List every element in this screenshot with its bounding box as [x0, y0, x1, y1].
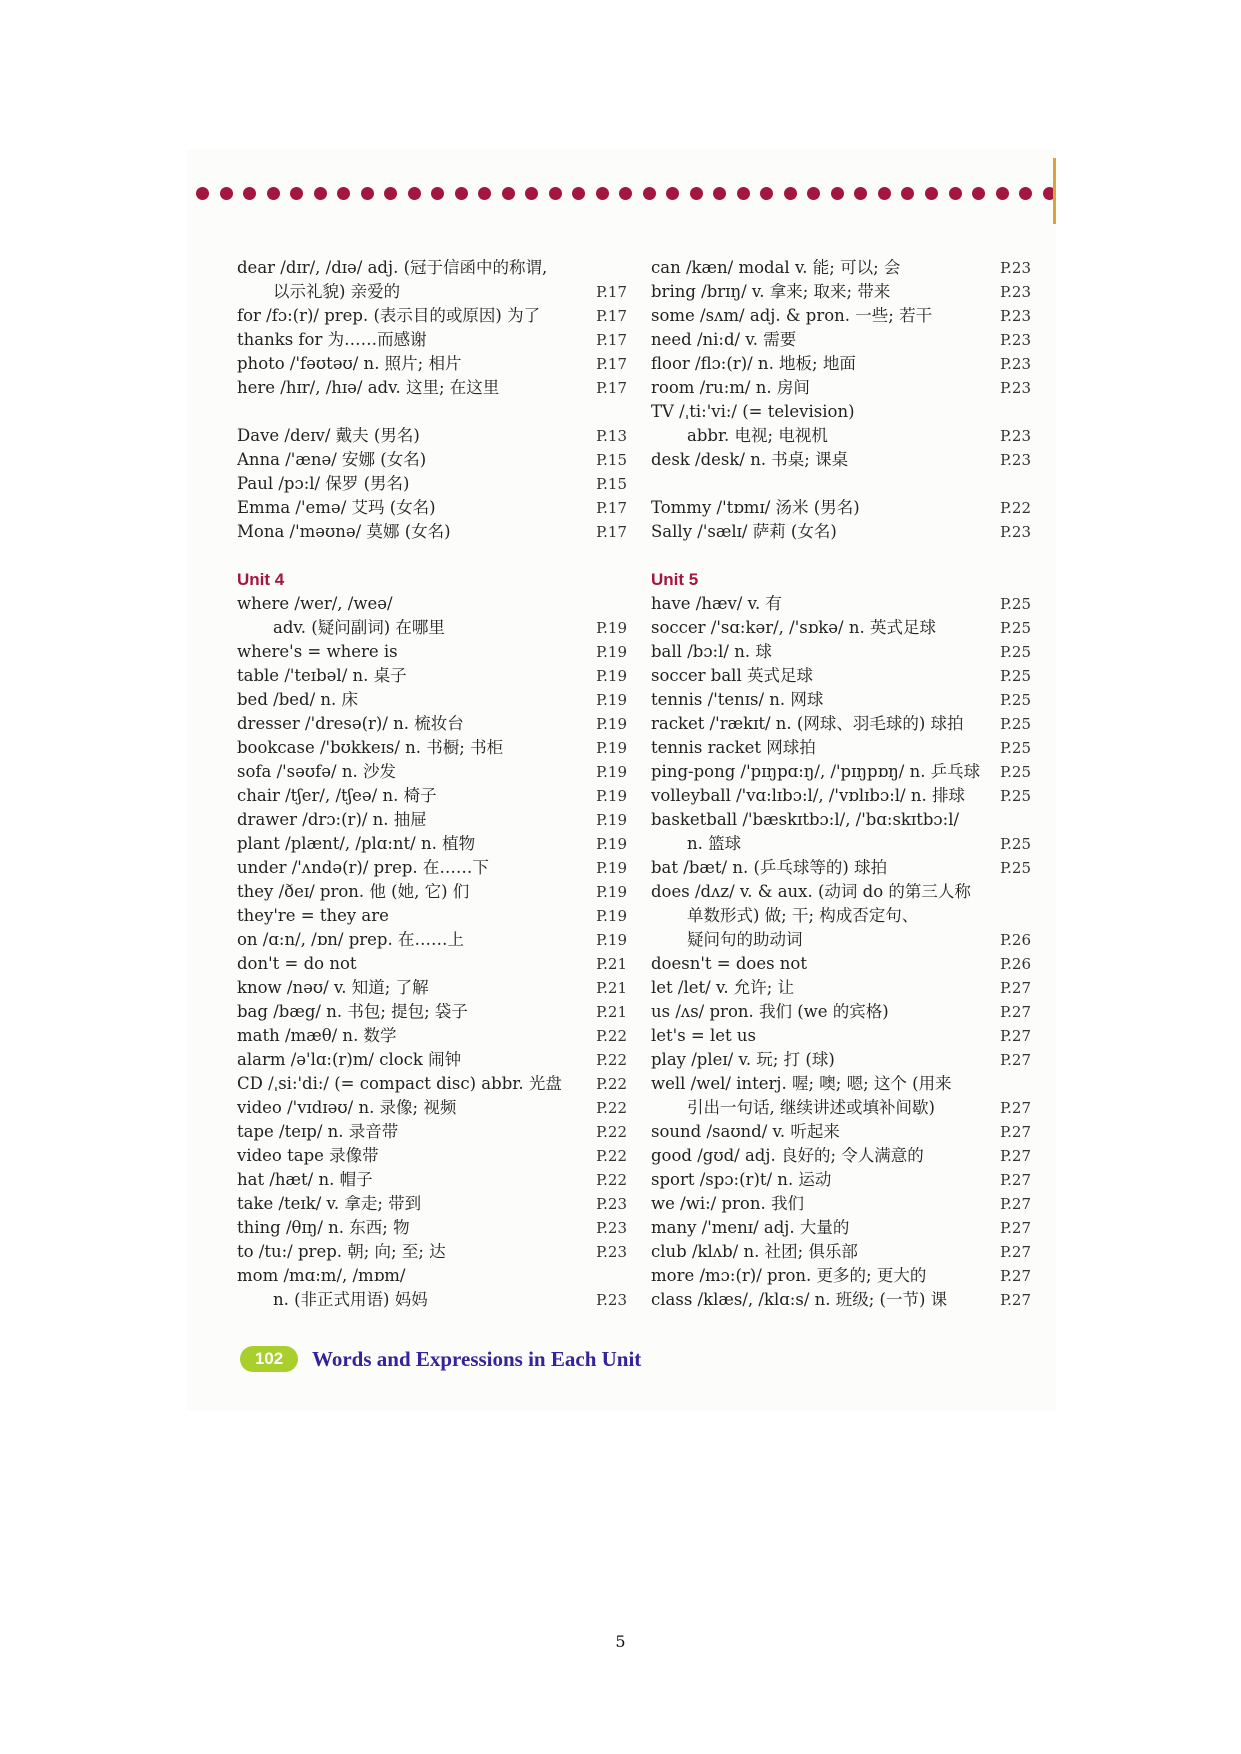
vocab-entry-page-ref: P.19 — [596, 811, 627, 829]
vocab-entry-page-ref: P.27 — [1000, 1123, 1031, 1141]
vocab-entry-text: chair /tʃer/, /tʃeə/ n. 椅子 — [237, 786, 437, 805]
vocab-entry-page-ref: P.22 — [596, 1099, 627, 1117]
vocab-entry-page-ref: P.17 — [596, 499, 627, 517]
unit-heading-text: Unit 4 — [237, 570, 285, 589]
vocab-entry-text: basketball /'bæskɪtbɔ:l/, /'bɑ:skɪtbɔ:l/ — [651, 810, 960, 829]
vocab-entry-page-ref: P.19 — [596, 691, 627, 709]
vocab-entry-page-ref: P.23 — [596, 1195, 627, 1213]
vocab-entry — [651, 640, 1031, 664]
decorative-dot — [760, 187, 773, 200]
decorative-dot — [619, 187, 632, 200]
vocab-entry-page-ref: P.17 — [596, 379, 627, 397]
vocab-entry-text: class /klæs/, /klɑ:s/ n. 班级; (一节) 课 — [651, 1290, 948, 1309]
vocab-entry — [237, 352, 627, 376]
vocab-entry-page-ref: P.27 — [1000, 1243, 1031, 1261]
decorative-dot — [996, 187, 1009, 200]
vocab-entry-text: sound /saʊnd/ v. 听起来 — [651, 1122, 840, 1141]
decorative-dot — [314, 187, 327, 200]
vocab-entry — [651, 1048, 1031, 1072]
vocab-entry-text: ball /bɔ:l/ n. 球 — [651, 642, 772, 661]
decorative-dot — [854, 187, 867, 200]
spacer — [651, 544, 1031, 568]
decorative-dot — [455, 187, 468, 200]
vocab-entry-page-ref: P.27 — [1000, 1003, 1031, 1021]
vocab-entry — [237, 304, 627, 328]
vocab-entry-text: soccer ball 英式足球 — [651, 666, 813, 685]
vocab-entry-text: math /mæθ/ n. 数学 — [237, 1026, 397, 1045]
vocab-entry-page-ref: P.21 — [596, 979, 627, 997]
vocab-entry-text: some /sʌm/ adj. & pron. 一些; 若干 — [651, 306, 933, 325]
vocab-entry — [651, 880, 1031, 904]
vocab-entry-text: know /nəʊ/ v. 知道; 了解 — [237, 978, 429, 997]
vocab-entry-text: mom /mɑ:m/, /mɒm/ — [237, 1266, 406, 1285]
page-edge-stripe — [1053, 158, 1056, 224]
vocab-entry-page-ref: P.23 — [1000, 451, 1031, 469]
vocab-entry-page-ref: P.26 — [1000, 931, 1031, 949]
decorative-dot — [408, 187, 421, 200]
spacer — [237, 400, 627, 424]
vocab-entry-text: let /let/ v. 允许; 让 — [651, 978, 795, 997]
vocab-entry-text: can /kæn/ modal v. 能; 可以; 会 — [651, 258, 901, 277]
vocab-entry — [651, 688, 1031, 712]
vocab-entry — [237, 496, 627, 520]
vocab-entry-text: 引出一句话, 继续讲述或填补间歇) — [687, 1098, 935, 1117]
vocab-entry-page-ref: P.25 — [1000, 787, 1031, 805]
vocab-entry — [237, 592, 627, 616]
vocab-entry — [237, 1144, 627, 1168]
page-number: 5 — [615, 1632, 626, 1651]
vocab-entry-text: 单数形式) 做; 干; 构成否定句、 — [687, 906, 919, 925]
vocab-entry — [651, 1096, 1031, 1120]
vocab-entry — [237, 1120, 627, 1144]
vocab-entry — [237, 256, 627, 280]
vocab-entry — [651, 1120, 1031, 1144]
vocab-entry-text: sofa /'səʊfə/ n. 沙发 — [237, 762, 396, 781]
decorative-dot — [525, 187, 538, 200]
vocab-entry-text: Paul /pɔ:l/ 保罗 (男名) — [237, 474, 410, 493]
vocab-entry-text: bag /bæg/ n. 书包; 提包; 袋子 — [237, 1002, 468, 1021]
vocab-entry-text: hat /hæt/ n. 帽子 — [237, 1170, 373, 1189]
vocab-entry — [237, 1048, 627, 1072]
vocab-entry-page-ref: P.21 — [596, 955, 627, 973]
vocab-entry-page-ref: P.26 — [1000, 955, 1031, 973]
decorative-dot — [196, 187, 209, 200]
vocab-entry — [237, 472, 627, 496]
vocab-entry-text: TV /ˌti:'vi:/ (= television) — [651, 402, 855, 421]
vocab-entry-text: Anna /'ænə/ 安娜 (女名) — [237, 450, 427, 469]
vocab-entry — [651, 1240, 1031, 1264]
vocab-entry — [651, 1192, 1031, 1216]
decorative-dot — [502, 187, 515, 200]
vocab-entry — [237, 1072, 627, 1096]
vocab-entry-text: tennis racket 网球拍 — [651, 738, 816, 757]
vocab-entry — [237, 952, 627, 976]
vocab-entry-text: where's = where is — [237, 642, 398, 661]
decorative-dot — [337, 187, 350, 200]
vocab-entry-page-ref: P.23 — [1000, 283, 1031, 301]
vocab-entry-page-ref: P.17 — [596, 331, 627, 349]
vocab-entry-text: have /hæv/ v. 有 — [651, 594, 782, 613]
vocab-entry-text: desk /desk/ n. 书桌; 课桌 — [651, 450, 849, 469]
decorative-dot — [925, 187, 938, 200]
vocab-entry — [651, 1264, 1031, 1288]
vocab-entry-text: on /ɑ:n/, /ɒn/ prep. 在……上 — [237, 930, 464, 949]
vocab-column-left — [237, 256, 627, 1312]
vocab-entry-text: bring /brɪŋ/ v. 拿来; 取来; 带来 — [651, 282, 891, 301]
vocab-entry-page-ref: P.19 — [596, 667, 627, 685]
vocab-entry — [237, 784, 627, 808]
vocab-entry-page-ref: P.25 — [1000, 643, 1031, 661]
vocab-entry-text: ping-pong /'pɪŋpɑ:ŋ/, /'pɪŋpɒŋ/ n. 乒乓球 — [651, 762, 981, 781]
vocab-entry-text: tennis /'tenɪs/ n. 网球 — [651, 690, 824, 709]
vocab-entry — [651, 592, 1031, 616]
vocab-entry-page-ref: P.23 — [1000, 307, 1031, 325]
vocab-entry-text: tape /teɪp/ n. 录音带 — [237, 1122, 399, 1141]
vocab-entry — [651, 856, 1031, 880]
vocab-entry — [237, 928, 627, 952]
vocab-entry-text: club /klʌb/ n. 社团; 俱乐部 — [651, 1242, 858, 1261]
vocab-entry-page-ref: P.17 — [596, 307, 627, 325]
vocab-entry-text: racket /'rækɪt/ n. (网球、羽毛球的) 球拍 — [651, 714, 964, 733]
vocab-entry-page-ref: P.19 — [596, 619, 627, 637]
vocab-entry — [237, 1024, 627, 1048]
vocab-entry-text: thing /θɪŋ/ n. 东西; 物 — [237, 1218, 410, 1237]
vocab-entry — [237, 616, 627, 640]
decorative-dot — [949, 187, 962, 200]
vocab-entry-text: more /mɔ:(r)/ pron. 更多的; 更大的 — [651, 1266, 927, 1285]
vocab-entry — [651, 952, 1031, 976]
vocab-entry-page-ref: P.17 — [596, 355, 627, 373]
vocab-entry-page-ref: P.22 — [596, 1171, 627, 1189]
vocab-entry-text: us /ʌs/ pron. 我们 (we 的宾格) — [651, 1002, 889, 1021]
unit-heading — [651, 568, 1031, 592]
decorative-dot — [572, 187, 585, 200]
vocab-entry-text: thanks for 为……而感谢 — [237, 330, 427, 349]
vocab-entry — [651, 496, 1031, 520]
vocab-entry-page-ref: P.19 — [596, 907, 627, 925]
vocab-entry — [237, 808, 627, 832]
decorative-dot — [384, 187, 397, 200]
vocab-entry-page-ref: P.23 — [596, 1291, 627, 1309]
vocab-entry-page-ref: P.15 — [596, 451, 627, 469]
vocab-entry — [237, 424, 627, 448]
vocab-entry-page-ref: P.23 — [1000, 355, 1031, 373]
page-badge: 102 — [240, 1346, 298, 1372]
vocab-entry-text: they /ðeɪ/ pron. 他 (她, 它) 们 — [237, 882, 470, 901]
vocab-entry-page-ref: P.27 — [1000, 1171, 1031, 1189]
vocab-entry — [237, 712, 627, 736]
vocab-entry-page-ref: P.19 — [596, 787, 627, 805]
vocab-entry-page-ref: P.22 — [596, 1051, 627, 1069]
vocab-entry-page-ref: P.23 — [1000, 331, 1031, 349]
vocab-entry-text: Tommy /'tɒmɪ/ 汤米 (男名) — [651, 498, 860, 517]
vocab-entry — [651, 1072, 1031, 1096]
vocab-entry — [237, 1216, 627, 1240]
vocab-entry-text: 疑问句的助动词 — [687, 930, 803, 949]
decorative-dot — [784, 187, 797, 200]
vocab-entry-page-ref: P.22 — [596, 1123, 627, 1141]
spacer — [237, 544, 627, 568]
vocab-entry-text: we /wi:/ pron. 我们 — [651, 1194, 804, 1213]
decorative-dot — [431, 187, 444, 200]
decorative-dot — [690, 187, 703, 200]
vocab-entry-text: many /'menɪ/ adj. 大量的 — [651, 1218, 850, 1237]
vocab-entry-page-ref: P.27 — [1000, 1291, 1031, 1309]
vocab-entry-page-ref: P.27 — [1000, 1051, 1031, 1069]
vocab-entry — [651, 784, 1031, 808]
decorative-dot — [713, 187, 726, 200]
vocab-entry — [651, 712, 1031, 736]
vocab-entry-text: to /tu:/ prep. 朝; 向; 至; 达 — [237, 1242, 446, 1261]
vocab-entry — [237, 448, 627, 472]
vocab-entry-text: under /'ʌndə(r)/ prep. 在……下 — [237, 858, 489, 877]
vocab-entry-page-ref: P.22 — [596, 1027, 627, 1045]
decorative-dot — [549, 187, 562, 200]
vocab-entry — [237, 736, 627, 760]
vocab-entry — [651, 256, 1031, 280]
vocab-entry-page-ref: P.19 — [596, 739, 627, 757]
decorative-dot — [267, 187, 280, 200]
vocab-entry-text: here /hɪr/, /hɪə/ adv. 这里; 在这里 — [237, 378, 500, 397]
vocab-entry-page-ref: P.27 — [1000, 1099, 1031, 1117]
vocab-entry-text: bat /bæt/ n. (乒乓球等的) 球拍 — [651, 858, 888, 877]
vocab-entry-page-ref: P.27 — [1000, 1027, 1031, 1045]
vocab-entry-text: bookcase /'bʊkkeɪs/ n. 书橱; 书柜 — [237, 738, 504, 757]
vocab-entry — [651, 1000, 1031, 1024]
decorative-dot — [831, 187, 844, 200]
vocab-entry — [237, 760, 627, 784]
vocab-entry-text: don't = do not — [237, 954, 357, 973]
vocab-entry-page-ref: P.19 — [596, 763, 627, 781]
vocab-entry — [651, 976, 1031, 1000]
vocab-entry — [651, 304, 1031, 328]
vocab-entry-page-ref: P.27 — [1000, 1195, 1031, 1213]
vocab-entry-page-ref: P.19 — [596, 931, 627, 949]
vocab-entry-page-ref: P.19 — [596, 715, 627, 733]
vocab-entry — [651, 448, 1031, 472]
vocab-entry — [651, 664, 1031, 688]
vocab-entry — [651, 736, 1031, 760]
vocab-entry-page-ref: P.22 — [596, 1147, 627, 1165]
vocab-entry-text: play /pleɪ/ v. 玩; 打 (球) — [651, 1050, 835, 1069]
vocab-entry-text: dresser /'dresə(r)/ n. 梳妆台 — [237, 714, 464, 733]
vocab-entry — [237, 1264, 627, 1288]
vocab-entry-page-ref: P.25 — [1000, 595, 1031, 613]
vocab-entry-page-ref: P.19 — [596, 643, 627, 661]
vocab-entry-page-ref: P.19 — [596, 859, 627, 877]
vocab-entry — [651, 424, 1031, 448]
vocab-entry-text: doesn't = does not — [651, 954, 808, 973]
vocab-entry — [237, 280, 627, 304]
vocab-entry-page-ref: P.27 — [1000, 1267, 1031, 1285]
vocab-entry-text: well /wel/ interj. 喔; 噢; 嗯; 这个 (用来 — [651, 1074, 952, 1093]
vocab-entry-page-ref: P.25 — [1000, 715, 1031, 733]
vocab-entry-text: take /teɪk/ v. 拿走; 带到 — [237, 1194, 422, 1213]
vocab-entry-text: alarm /ə'lɑ:(r)m/ clock 闹钟 — [237, 1050, 462, 1069]
vocab-entry-text: 以示礼貌) 亲爱的 — [273, 282, 401, 301]
decorative-dot — [1019, 187, 1032, 200]
vocab-entry — [237, 688, 627, 712]
vocab-entry — [651, 400, 1031, 424]
vocab-entry-text: CD /ˌsi:'di:/ (= compact disc) abbr. 光盘 — [237, 1074, 562, 1093]
footer-title: Words and Expressions in Each Unit — [312, 1346, 642, 1371]
vocab-entry — [237, 1168, 627, 1192]
vocab-entry — [237, 976, 627, 1000]
unit-heading-text: Unit 5 — [651, 570, 699, 589]
vocab-entry — [651, 1288, 1031, 1312]
vocab-entry-text: need /ni:d/ v. 需要 — [651, 330, 797, 349]
decorative-dot — [478, 187, 491, 200]
vocab-entry-page-ref: P.25 — [1000, 835, 1031, 853]
vocab-entry — [237, 520, 627, 544]
vocab-entry-text: Sally /'sælɪ/ 萨莉 (女名) — [651, 522, 837, 541]
vocab-entry-page-ref: P.19 — [596, 835, 627, 853]
vocab-entry-page-ref: P.22 — [596, 1075, 627, 1093]
vocab-entry — [651, 616, 1031, 640]
vocab-entry — [651, 1216, 1031, 1240]
vocab-entry-page-ref: P.23 — [1000, 523, 1031, 541]
vocab-entry-text: floor /flɔ:(r)/ n. 地板; 地面 — [651, 354, 856, 373]
vocab-entry-text: n. (非正式用语) 妈妈 — [273, 1290, 428, 1309]
vocab-entry-text: n. 篮球 — [687, 834, 742, 853]
vocab-entry — [651, 808, 1031, 832]
vocab-entry-page-ref: P.25 — [1000, 859, 1031, 877]
vocab-entry-page-ref: P.17 — [596, 523, 627, 541]
decorative-dot — [243, 187, 256, 200]
vocab-entry — [651, 376, 1031, 400]
vocab-entry-text: for /fɔ:(r)/ prep. (表示目的或原因) 为了 — [237, 306, 541, 325]
vocab-entry-page-ref: P.19 — [596, 883, 627, 901]
vocab-entry-text: video /'vɪdɪəʊ/ n. 录像; 视频 — [237, 1098, 457, 1117]
vocab-entry-text: plant /plænt/, /plɑ:nt/ n. 植物 — [237, 834, 476, 853]
vocab-entry-text: dear /dɪr/, /dɪə/ adj. (冠于信函中的称谓, — [237, 258, 548, 277]
vocab-entry — [237, 880, 627, 904]
decorative-dot — [737, 187, 750, 200]
vocab-entry-page-ref: P.25 — [1000, 691, 1031, 709]
vocab-entry-page-ref: P.21 — [596, 1003, 627, 1021]
vocab-entry — [651, 832, 1031, 856]
vocab-entry — [237, 376, 627, 400]
vocab-entry-text: Mona /'məʊnə/ 莫娜 (女名) — [237, 522, 451, 541]
vocab-entry-text: does /dʌz/ v. & aux. (动词 do 的第三人称 — [651, 882, 971, 901]
vocab-entry — [237, 856, 627, 880]
vocab-entry — [237, 1096, 627, 1120]
vocab-entry-text: photo /'fəʊtəʊ/ n. 照片; 相片 — [237, 354, 462, 373]
vocab-entry-text: drawer /drɔ:(r)/ n. 抽屉 — [237, 810, 427, 829]
vocab-entry-text: bed /bed/ n. 床 — [237, 690, 359, 709]
vocab-entry-text: room /ru:m/ n. 房间 — [651, 378, 810, 397]
vocab-entry-text: adv. (疑问副词) 在哪里 — [273, 618, 445, 637]
vocab-entry — [651, 1024, 1031, 1048]
decorative-dot — [596, 187, 609, 200]
vocab-entry-text: abbr. 电视; 电视机 — [687, 426, 828, 445]
vocab-entry-text: they're = they are — [237, 906, 389, 925]
vocab-entry — [651, 280, 1031, 304]
vocab-entry — [651, 928, 1031, 952]
decorative-dot — [290, 187, 303, 200]
vocab-entry — [651, 328, 1031, 352]
vocab-entry-text: Emma /'emə/ 艾玛 (女名) — [237, 498, 436, 517]
vocab-entry — [237, 328, 627, 352]
vocab-entry — [237, 1240, 627, 1264]
vocab-entry — [651, 760, 1031, 784]
vocab-entry — [651, 520, 1031, 544]
vocab-entry — [237, 1000, 627, 1024]
vocab-entry — [651, 352, 1031, 376]
vocab-entry-text: where /wer/, /weə/ — [237, 594, 393, 613]
vocab-entry — [237, 640, 627, 664]
vocab-entry — [237, 904, 627, 928]
vocab-entry-page-ref: P.27 — [1000, 1219, 1031, 1237]
decorative-dot — [807, 187, 820, 200]
vocab-entry-page-ref: P.23 — [596, 1243, 627, 1261]
vocab-entry — [651, 1144, 1031, 1168]
vocab-entry-page-ref: P.27 — [1000, 1147, 1031, 1165]
vocab-entry-text: let's = let us — [651, 1026, 757, 1045]
vocab-entry-page-ref: P.15 — [596, 475, 627, 493]
vocab-entry-text: soccer /'sɑ:kər/, /'sɒkə/ n. 英式足球 — [651, 618, 936, 637]
spacer — [651, 472, 1031, 496]
vocab-entry-page-ref: P.23 — [1000, 427, 1031, 445]
decorative-dot — [972, 187, 985, 200]
decorative-dot — [220, 187, 233, 200]
vocab-entry-page-ref: P.22 — [1000, 499, 1031, 517]
vocab-entry — [237, 1288, 627, 1312]
decorative-dot — [643, 187, 656, 200]
decorative-dot — [901, 187, 914, 200]
vocab-entry-page-ref: P.25 — [1000, 667, 1031, 685]
vocab-entry — [651, 904, 1031, 928]
decorative-dot — [361, 187, 374, 200]
vocab-entry-page-ref: P.25 — [1000, 763, 1031, 781]
vocab-entry-text: Dave /deɪv/ 戴夫 (男名) — [237, 426, 420, 445]
vocab-column-right — [651, 256, 1031, 1312]
vocab-entry-text: table /'teɪbəl/ n. 桌子 — [237, 666, 407, 685]
vocab-entry-page-ref: P.25 — [1000, 739, 1031, 757]
vocab-entry — [237, 664, 627, 688]
vocab-entry-page-ref: P.23 — [1000, 259, 1031, 277]
vocab-entry — [651, 1168, 1031, 1192]
decorative-dot — [666, 187, 679, 200]
vocab-entry-page-ref: P.23 — [596, 1219, 627, 1237]
vocab-entry — [237, 832, 627, 856]
page-footer — [240, 1344, 641, 1374]
decorative-dot — [878, 187, 891, 200]
vocab-entry-page-ref: P.13 — [596, 427, 627, 445]
vocab-entry — [237, 1192, 627, 1216]
unit-heading — [237, 568, 627, 592]
vocab-entry-text: video tape 录像带 — [237, 1146, 379, 1165]
vocab-entry-text: volleyball /'vɑ:lɪbɔ:l/, /'vɒlɪbɔ:l/ n. 排球 — [651, 786, 965, 805]
vocab-entry-page-ref: P.23 — [1000, 379, 1031, 397]
vocab-entry-page-ref: P.25 — [1000, 619, 1031, 637]
vocab-entry-text: good /gʊd/ adj. 良好的; 令人满意的 — [651, 1146, 924, 1165]
vocab-entry-page-ref: P.17 — [596, 283, 627, 301]
vocab-entry-page-ref: P.27 — [1000, 979, 1031, 997]
decorative-dot-row — [196, 183, 1056, 203]
vocab-entry-text: sport /spɔ:(r)t/ n. 运动 — [651, 1170, 832, 1189]
